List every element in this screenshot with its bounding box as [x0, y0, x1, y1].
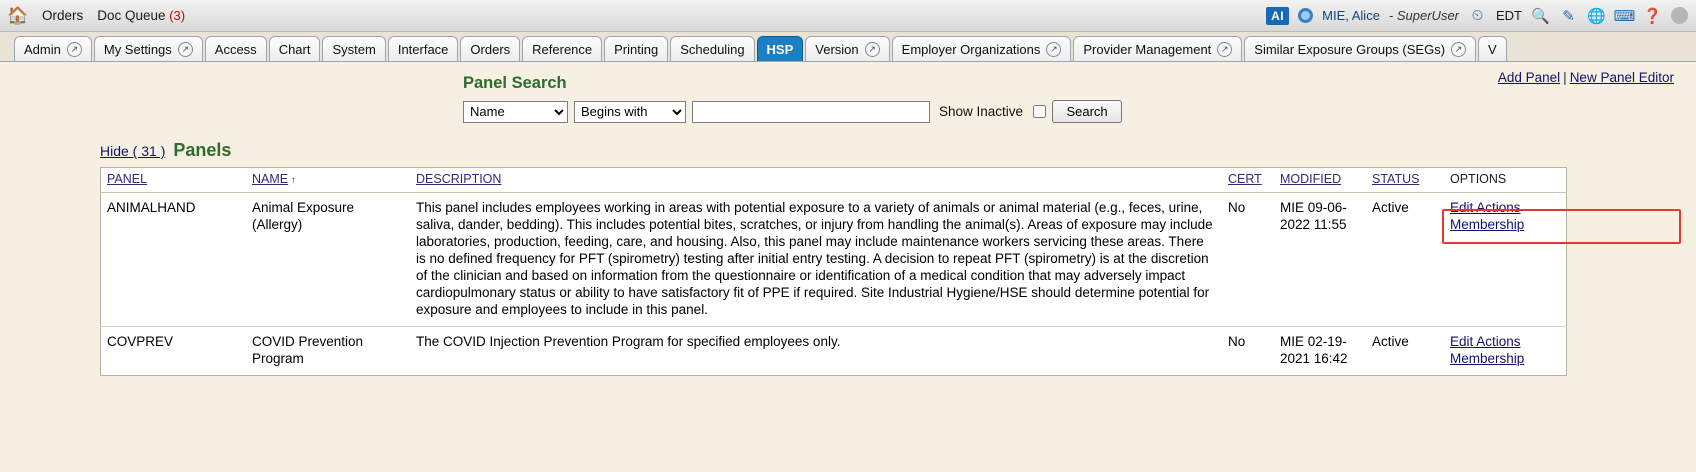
tab-version[interactable]: [805, 36, 889, 61]
panel-search-title: Panel Search: [463, 74, 567, 92]
tab-label: Version: [815, 41, 859, 57]
external-link-icon[interactable]: ↗: [1217, 42, 1232, 57]
cell-cert: No: [1228, 200, 1246, 215]
tab-label: Reference: [532, 41, 593, 57]
cell-options: [1444, 327, 1567, 376]
account-icon[interactable]: [1671, 7, 1688, 24]
tab-printing[interactable]: [604, 36, 668, 61]
pencil-icon[interactable]: ✎: [1562, 7, 1575, 25]
keyboard-icon[interactable]: ⌨: [1613, 7, 1636, 25]
page-action-links: [1498, 70, 1674, 85]
cell-status: Active: [1366, 327, 1444, 376]
search-operator-select[interactable]: [574, 101, 686, 123]
table-row: [101, 327, 1567, 376]
user-role: - SuperUser: [1388, 8, 1459, 23]
tab-provider-management[interactable]: [1073, 36, 1242, 61]
tab-similar-exposure-groups-segs[interactable]: [1244, 36, 1476, 61]
search-field-select[interactable]: [463, 101, 568, 123]
show-inactive-checkbox[interactable]: [1033, 105, 1046, 118]
external-link-icon[interactable]: ↗: [1046, 42, 1061, 57]
user-avatar-icon: [1298, 8, 1313, 23]
tab-employer-organizations[interactable]: [892, 36, 1072, 61]
link-separator: |: [1563, 70, 1567, 85]
column-header-panel[interactable]: [101, 168, 247, 193]
panels-table-head: [101, 168, 1567, 193]
tab-label: Provider Management: [1083, 41, 1212, 57]
help-icon[interactable]: ❓: [1643, 7, 1662, 25]
new-panel-editor-link[interactable]: New Panel Editor: [1569, 70, 1674, 85]
column-header-label: CERT: [1228, 172, 1262, 186]
timezone-label: EDT: [1496, 8, 1522, 23]
table-row: [101, 193, 1567, 327]
column-header-modified[interactable]: [1274, 168, 1366, 193]
cell-modified: MIE 02-19-2021 16:42: [1274, 327, 1366, 376]
column-header-label: MODIFIED: [1280, 172, 1342, 186]
panels-table: [100, 167, 1567, 376]
cell-cert: No: [1222, 327, 1274, 376]
tab-label: Employer Organizations: [901, 41, 1041, 57]
cell-modified: MIE 09-06-2022 11:55: [1280, 200, 1347, 232]
cell-status: Active: [1372, 200, 1409, 215]
top-bar: [0, 0, 1696, 32]
tab-scheduling[interactable]: [670, 36, 754, 61]
panels-table-body: [101, 193, 1567, 376]
home-icon[interactable]: 🏠: [7, 6, 29, 25]
tab-chart[interactable]: [269, 36, 321, 61]
tab-v[interactable]: [1478, 36, 1507, 61]
hide-panels-link[interactable]: Hide ( 31 ): [100, 143, 166, 159]
tab-system[interactable]: [322, 36, 385, 61]
column-header-name[interactable]: [246, 168, 410, 193]
panels-header-row: [101, 168, 1567, 193]
search-icon[interactable]: 🔍: [1531, 7, 1550, 25]
sort-arrow-icon: ↑: [288, 175, 296, 186]
tab-my-settings[interactable]: [94, 36, 203, 61]
tab-orders[interactable]: [460, 36, 520, 61]
tab-label: My Settings: [103, 41, 172, 57]
doc-queue-link[interactable]: Doc Queue: [97, 8, 166, 23]
external-link-icon[interactable]: ↗: [67, 42, 82, 57]
tab-label: HSP: [766, 41, 794, 57]
cell-panel: COVPREV: [101, 327, 247, 376]
tab-admin[interactable]: [14, 36, 92, 61]
tab-label: Admin: [24, 41, 61, 57]
user-name[interactable]: MIE, Alice: [1322, 8, 1380, 23]
cell-panel: ANIMALHAND: [107, 200, 196, 215]
tab-interface[interactable]: [388, 36, 459, 61]
orders-link[interactable]: Orders: [42, 8, 84, 23]
column-header-description[interactable]: [410, 168, 1222, 193]
tab-label: Orders: [470, 41, 511, 57]
option-membership-link[interactable]: Membership: [1450, 351, 1525, 366]
option-edit-actions-link[interactable]: Edit Actions: [1450, 334, 1521, 349]
top-bar-right: [1266, 6, 1688, 25]
clock-icon[interactable]: ⏲: [1471, 7, 1484, 24]
cell-description: This panel includes employees working in areas with potential exposure to a variety of animals or animal material (e.g., feces, urine, saliva, dander, bedding). This includes potential bites, scratches, or injury from handling the animal(s). Areas of exposure may include laboratories, production, feeding, care, and housing. Also, this panel may include maintenance workers servicing these areas. There is no defined frequency for PFT (spirometry) testing after initial entry testing. A decision to repeat PFT (spirometry) is at the discretion of the clinician and based on information from the questionnaire or identification of a medical condition that may adversely impact cardiopulmonary status or ability to have satisfactory fit of PPE if required. Site Industrial Hygiene/HSE should determine potential for exposure and employees to include in this panel.: [416, 200, 1213, 317]
tab-label: System: [332, 41, 376, 57]
panels-section: [100, 140, 1525, 376]
cell-description: The COVID Injection Prevention Program for specified employees only.: [410, 327, 1222, 376]
tab-hsp[interactable]: [757, 36, 804, 61]
column-header-options: [1444, 168, 1567, 193]
tab-label: Access: [214, 41, 257, 57]
panels-title: Panels: [173, 140, 232, 160]
tab-label: Similar Exposure Groups (SEGs): [1254, 41, 1446, 57]
option-edit-actions-link[interactable]: Edit Actions: [1450, 200, 1521, 215]
show-inactive-label: Show Inactive: [939, 104, 1024, 119]
cell-name: Animal Exposure (Allergy): [252, 200, 355, 232]
page-content: [0, 62, 1696, 472]
add-panel-link[interactable]: Add Panel: [1497, 70, 1561, 85]
tab-label: V: [1488, 41, 1497, 57]
tab-access[interactable]: [205, 36, 267, 61]
column-header-status[interactable]: [1366, 168, 1444, 193]
tab-reference[interactable]: [522, 36, 602, 61]
cell-options: [1444, 193, 1567, 327]
column-header-cert[interactable]: [1222, 168, 1274, 193]
top-bar-left: [8, 6, 185, 26]
main-tab-bar: [0, 32, 1696, 62]
external-link-icon[interactable]: ↗: [1451, 42, 1466, 57]
ai-badge[interactable]: AI: [1266, 7, 1289, 25]
column-header-label: DESCRIPTION: [416, 172, 502, 186]
external-link-icon[interactable]: ↗: [178, 42, 193, 57]
globe-icon[interactable]: 🌐: [1587, 7, 1606, 25]
column-header-label: OPTIONS: [1450, 172, 1507, 186]
doc-queue-group[interactable]: [97, 8, 185, 23]
search-input[interactable]: [692, 101, 930, 123]
panel-search-block: [463, 74, 1122, 123]
tab-label: Chart: [278, 41, 311, 57]
panels-heading: [100, 140, 1485, 161]
tab-label: Printing: [614, 41, 659, 57]
column-header-label: STATUS: [1372, 172, 1420, 186]
column-header-label: NAME: [252, 172, 289, 186]
tab-label: Scheduling: [680, 41, 745, 57]
column-header-label: PANEL: [107, 172, 148, 186]
doc-queue-count: (3): [169, 8, 186, 23]
external-link-icon[interactable]: ↗: [865, 42, 880, 57]
option-membership-link[interactable]: Membership: [1450, 217, 1525, 232]
cell-name: COVID Prevention Program: [246, 327, 410, 376]
search-button[interactable]: Search: [1052, 100, 1122, 123]
panel-search-row: [463, 100, 1122, 123]
tab-label: Interface: [397, 41, 449, 57]
